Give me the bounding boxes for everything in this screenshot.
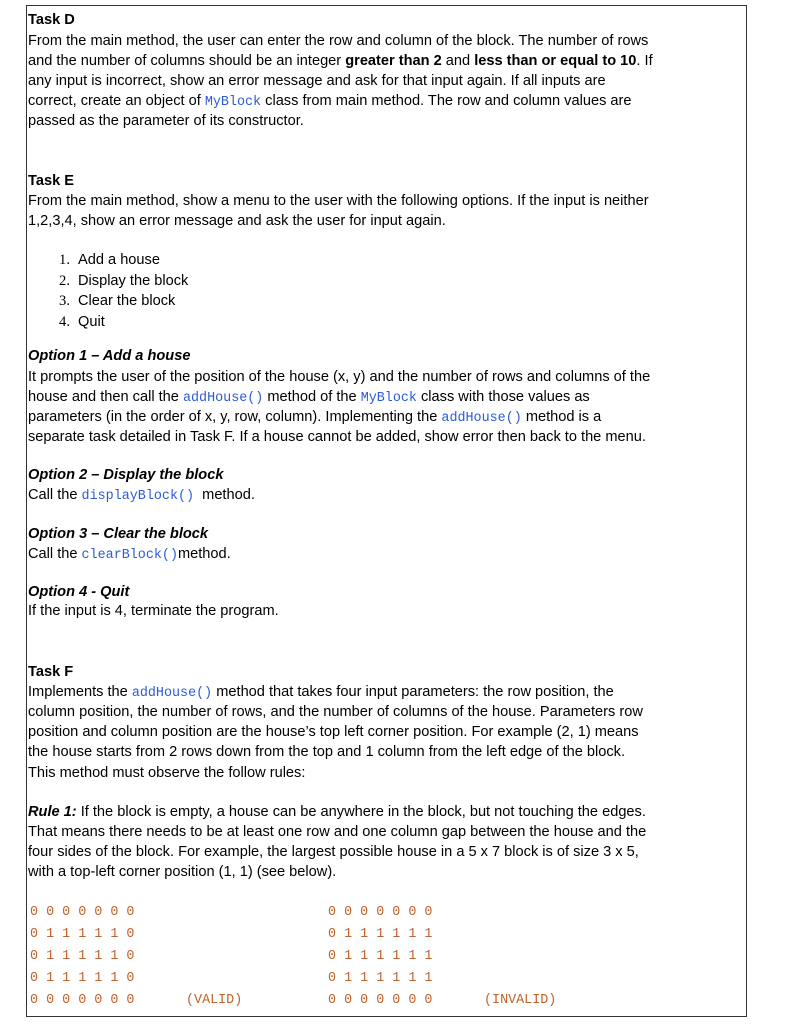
rule-1-line-4: with a top-left corner position (1, 1) (see below). xyxy=(28,864,337,880)
option-1-line-2: house and then call the addHouse() method of the MyBlock class with those values as xyxy=(28,389,590,406)
task-f-heading: Task F xyxy=(28,664,74,680)
task-f-line-2: column position, the number of rows, and the number of columns of the house. Parameters row xyxy=(28,704,643,720)
menu-number: 2. xyxy=(59,273,70,289)
task-d-line-1: From the main method, the user can enter the row and column of the block. The number of rows xyxy=(28,33,649,49)
grid-invalid-row: 0 0 0 0 0 0 0 xyxy=(328,905,433,920)
option-2-title: Option 2 – Display the block xyxy=(28,467,224,483)
grid-valid-row: 0 0 0 0 0 0 0 xyxy=(30,905,135,920)
option-2-line-1: Call the displayBlock() method. xyxy=(28,487,255,504)
menu-number: 1. xyxy=(59,252,70,268)
rule-1-line-2: That means there needs to be at least one row and one column gap between the house and the xyxy=(28,824,647,840)
task-e-line-1: From the main method, show a menu to the user with the following options. If the input is neither xyxy=(28,193,649,209)
task-f-line-5: This method must observe the follow rules: xyxy=(28,765,306,781)
grid-invalid-row: 0 1 1 1 1 1 1 xyxy=(328,949,433,964)
menu-item-add-house: Add a house xyxy=(78,252,160,268)
option-1-title: Option 1 – Add a house xyxy=(28,348,191,364)
option-3-title: Option 3 – Clear the block xyxy=(28,526,209,542)
grid-valid-row: 0 1 1 1 1 1 0 xyxy=(30,971,135,986)
grid-invalid-label: (INVALID) xyxy=(484,993,557,1008)
task-e-heading: Task E xyxy=(28,173,74,189)
option-4-title: Option 4 - Quit xyxy=(28,584,130,600)
task-d-line-3: any input is incorrect, show an error message and ask for that input again. If all inputs are xyxy=(28,73,606,89)
grid-valid-label: (VALID) xyxy=(186,993,243,1008)
option-1-line-1: It prompts the user of the position of the house (x, y) and the number of rows and columns of the xyxy=(28,369,651,385)
menu-item-quit: Quit xyxy=(78,314,105,330)
grid-invalid-row: 0 1 1 1 1 1 1 xyxy=(328,971,433,986)
task-f-line-3: position and column position are the house’s top left corner position. For example (2, 1) means xyxy=(28,724,639,740)
option-3-line-1: Call the clearBlock()method. xyxy=(28,546,231,563)
menu-item-clear-block: Clear the block xyxy=(78,293,176,309)
option-1-line-3: parameters (in the order of x, y, row, column). Implementing the addHouse() method is a xyxy=(28,409,602,426)
menu-number: 3. xyxy=(59,293,70,309)
grid-valid-row: 0 1 1 1 1 1 0 xyxy=(30,949,135,964)
grid-invalid-row: 0 0 0 0 0 0 0 xyxy=(328,993,433,1008)
task-f-line-4: the house starts from 2 rows down from the top and 1 column from the left edge of the block. xyxy=(28,744,626,760)
grid-invalid-row: 0 1 1 1 1 1 1 xyxy=(328,927,433,942)
menu-number: 4. xyxy=(59,314,70,330)
task-d-line-4: correct, create an object of MyBlock class from main method. The row and column values are xyxy=(28,93,632,110)
task-d-line-5: passed as the parameter of its constructor. xyxy=(28,113,304,129)
task-f-line-1: Implements the addHouse() method that takes four input parameters: the row position, the xyxy=(28,684,614,701)
grid-valid-row: 0 0 0 0 0 0 0 xyxy=(30,993,135,1008)
task-e-line-2: 1,2,3,4, show an error message and ask the user for input again. xyxy=(28,213,446,229)
rule-1-line-3: four sides of the block. For example, the largest possible house in a 5 x 7 block is of size 3 x 5, xyxy=(28,844,639,860)
rule-1-line-1: Rule 1: If the block is empty, a house can be anywhere in the block, but not touching the edges. xyxy=(28,804,646,820)
task-d-line-2: and the number of columns should be an integer greater than 2 and less than or equal to 10. If xyxy=(28,53,653,69)
menu-item-display-block: Display the block xyxy=(78,273,189,289)
grid-valid-row: 0 1 1 1 1 1 0 xyxy=(30,927,135,942)
option-4-line-1: If the input is 4, terminate the program. xyxy=(28,603,279,619)
task-d-heading: Task D xyxy=(28,12,75,28)
option-1-line-4: separate task detailed in Task F. If a house cannot be added, show error then back to the menu. xyxy=(28,429,646,445)
